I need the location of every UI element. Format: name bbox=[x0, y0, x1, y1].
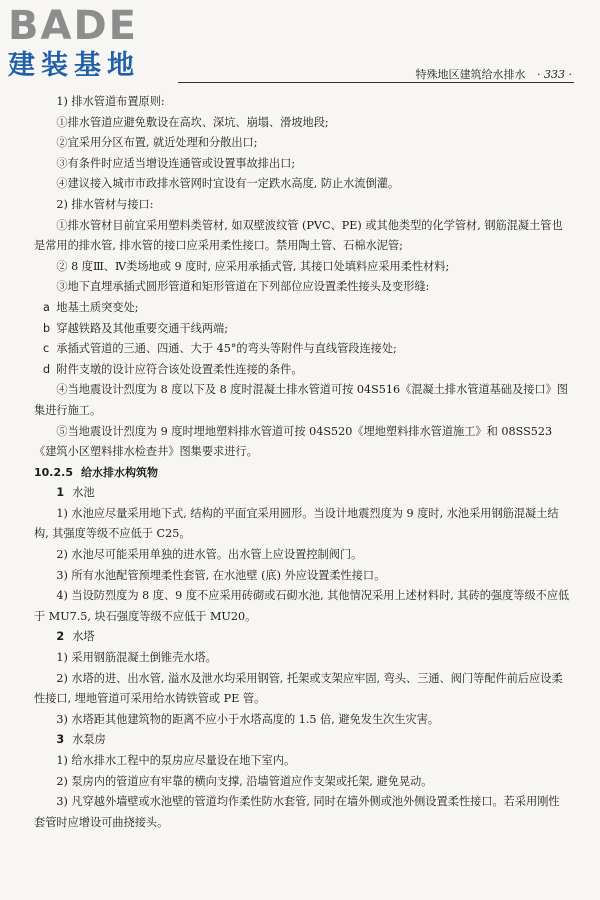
paragraph: 2) 泵房内的管道应有牢靠的横向支撑, 沿墙管道应作支架或托架, 避免晃动。 bbox=[56, 774, 433, 788]
section-number: 10.2.5 bbox=[34, 465, 73, 479]
running-head bbox=[416, 66, 572, 82]
list-marker: b bbox=[42, 321, 51, 335]
topic-number: 3 bbox=[56, 733, 65, 747]
list-item bbox=[34, 319, 570, 340]
section-title: 给水排水构筑物 bbox=[80, 465, 158, 479]
paragraph: 2) 水塔的进、出水管, 溢水及泄水均采用钢管, 托架或支架应牢固, 弯头、三通、阀门等配件前后应设柔性接口, 埋地管道可采用给水铸铁管或 PE 管。 bbox=[34, 671, 563, 706]
list-item-text: 地基土质突变处; bbox=[56, 300, 139, 314]
header-rule bbox=[178, 82, 574, 83]
paragraph: 3) 水塔距其他建筑物的距离不应小于水塔高度的 1.5 倍, 避免发生次生灾害。 bbox=[56, 712, 440, 726]
topic-heading bbox=[34, 730, 570, 751]
list-item bbox=[34, 360, 570, 381]
paragraph: ⑤当地震设计烈度为 9 度时埋地塑料排水管道可按 04S520《埋地塑料排水管道施工》和 08SS523《建筑小区塑料排水检查井》图集要求进行。 bbox=[34, 424, 553, 459]
list-marker: d bbox=[42, 362, 51, 376]
paragraph: 4) 当设防烈度为 8 度、9 度不应采用砖砌或石砌水池, 其他情况采用上述材料时, 其砖的强度等级不应低于 MU7.5, 块石强度等级不应低于 MU20。 bbox=[34, 589, 570, 623]
paragraph: ③地下直埋承插式圆形管道和矩形管道在下列部位应设置柔性接头及变形缝: bbox=[56, 280, 430, 294]
list-item-text: 穿越铁路及其他重要交通干线两端; bbox=[56, 321, 228, 335]
list-item-text: 承插式管道的三通、四通、大于 45°的弯头等附件与直线管段连接处; bbox=[56, 342, 397, 356]
paragraph: ④建议接入城市市政排水管网时宜设有一定跌水高度, 防止水流倒灌。 bbox=[56, 177, 400, 191]
topic-heading bbox=[34, 627, 570, 648]
logo-subtitle: 建装基地 bbox=[8, 50, 140, 81]
subheading bbox=[34, 195, 570, 216]
paragraph: 2) 水池尽可能采用单独的进水管。出水管上应设置控制阀门。 bbox=[56, 548, 363, 562]
paragraph: 3) 所有水池配管预埋柔性套管, 在水池壁 (底) 外应设置柔性接口。 bbox=[56, 568, 386, 582]
subheading-text: 2) 排水管材与接口: bbox=[56, 197, 154, 211]
list-item bbox=[34, 339, 570, 360]
paragraph: ② 8 度Ⅲ、Ⅳ类场地或 9 度时, 应采用承插式管, 其接口处填料应采用柔性材料; bbox=[56, 259, 450, 273]
paragraph: ①排水管材目前宜采用塑料类管材, 如双壁波纹管 (PVC、PE) 或其他类型的化学管材, 钢筋混凝土管也是常用的排水管, 排水管的接口应采用柔性接口。禁用陶土管、石棉水泥管; bbox=[34, 218, 563, 253]
topic-title: 水泵房 bbox=[72, 733, 106, 747]
topic-title: 水塔 bbox=[72, 630, 95, 644]
list-item bbox=[34, 298, 570, 319]
subheading bbox=[34, 92, 570, 113]
paragraph: ④当地震设计烈度为 8 度以下及 8 度时混凝土排水管道可按 04S516《混凝土排水管道基础及接口》图集进行施工。 bbox=[34, 383, 568, 417]
paragraph: 1) 水池应尽量采用地下式, 结构的平面宜采用圆形。当设计地震烈度为 9 度时, 水池采用钢筋混凝土结构, 其强度等级不应低于 C25。 bbox=[34, 506, 559, 541]
topic-number: 1 bbox=[56, 486, 65, 500]
section-heading bbox=[34, 463, 570, 484]
topic-heading bbox=[34, 483, 570, 504]
page-number: · 333 · bbox=[537, 68, 572, 81]
paragraph: ①排水管道应避免敷设在高坎、深坑、崩塌、滑坡地段; bbox=[56, 115, 329, 129]
subheading-text: 1) 排水管道布置原则: bbox=[56, 95, 165, 108]
paragraph: ②宜采用分区布置, 就近处理和分散出口; bbox=[56, 136, 258, 150]
paragraph: 1) 给水排水工程中的泵房应尽量设在地下室内。 bbox=[56, 754, 296, 767]
list-marker: c bbox=[42, 342, 50, 356]
paragraph: 3) 凡穿越外墙壁或水池壁的管道均作柔性防水套管, 同时在墙外侧或池外侧设置柔性接口。若采用刚性套管时应增设可曲挠接头。 bbox=[34, 795, 560, 829]
list-marker: a bbox=[42, 300, 50, 314]
topic-title: 水池 bbox=[72, 486, 95, 500]
logo bbox=[8, 4, 178, 84]
list-item-text: 附件支墩的设计应符合该处设置柔性连接的条件。 bbox=[56, 362, 303, 376]
paragraph: 1) 采用钢筋混凝土倒锥壳水塔。 bbox=[56, 651, 217, 665]
logo-wordmark: BADE bbox=[8, 3, 138, 49]
page-body bbox=[34, 92, 570, 833]
running-head-title: 特殊地区建筑给水排水 bbox=[415, 68, 526, 81]
topic-number: 2 bbox=[56, 630, 65, 644]
paragraph: ③有条件时应适当增设连通管或设置事故排出口; bbox=[56, 156, 296, 170]
